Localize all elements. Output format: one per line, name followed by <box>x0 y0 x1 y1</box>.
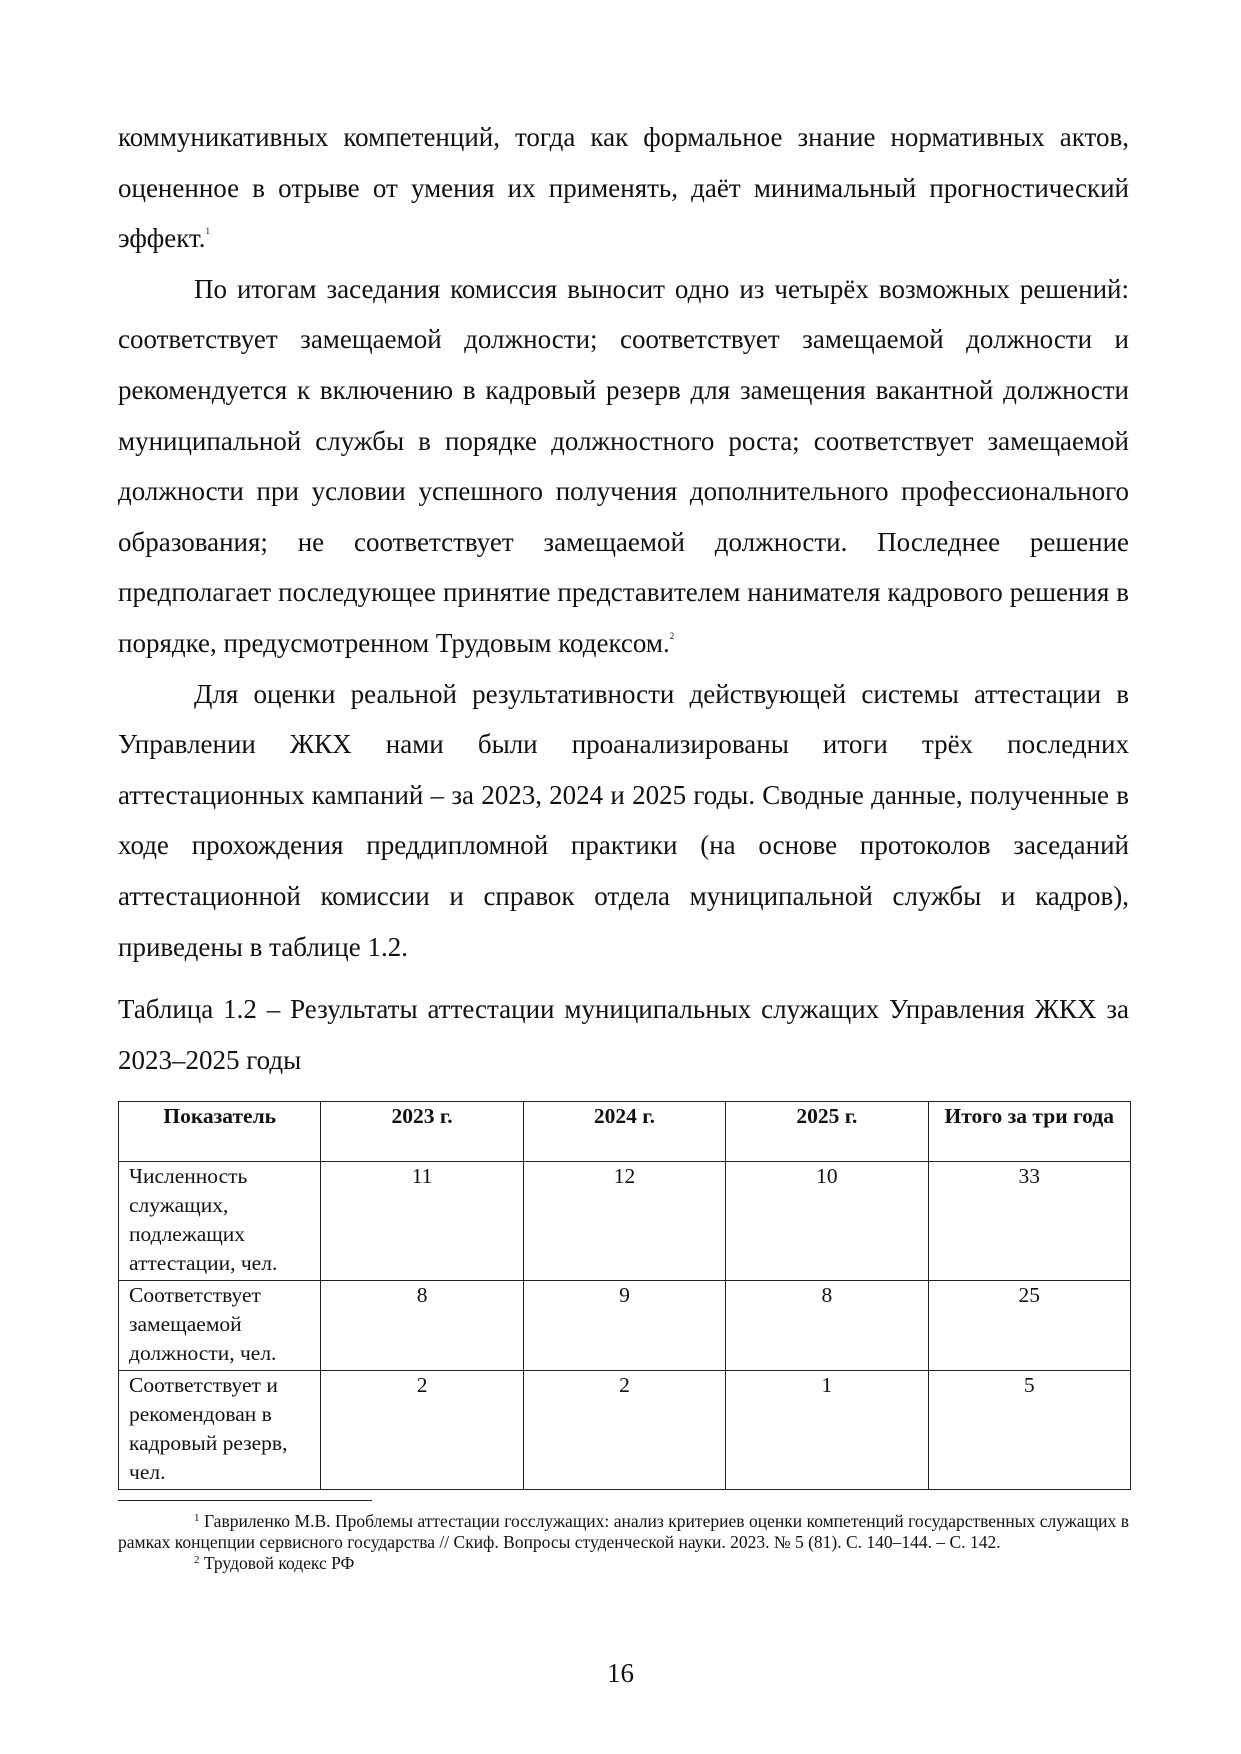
paragraph-text: По итогам заседания комиссия выносит одно из четырёх возможных решений: соответствует замещаемой должности; соответствует замещаемой должности и рекомендуется к включению в кадровый резерв для замещения вакантной должности муниципальной службы в порядке должностного роста; соответствует замещаемой должности при условии успешного получения дополнительного профессионального образования; не соответствует замещаемой должности. Последнее решение предполагает последующее принятие представителем нанимателя кадрового решения в порядке, предусмотренном Трудовым кодексом. <box>118 273 1129 658</box>
page-number: 16 <box>607 1658 634 1688</box>
cell-value: 2 <box>321 1371 523 1490</box>
body-paragraph-2 <box>118 264 1129 669</box>
cell-value: 5 <box>928 1371 1130 1490</box>
cell-value: 11 <box>321 1162 523 1281</box>
footnote-1 <box>118 1511 1129 1553</box>
cell-value: 8 <box>321 1281 523 1371</box>
cell-value: 1 <box>726 1371 928 1490</box>
header-2025: 2025 г. <box>726 1102 928 1162</box>
cell-value: 10 <box>726 1162 928 1281</box>
table-row <box>119 1281 1131 1371</box>
row-label: Численность служащих, подлежащих аттестации, чел. <box>119 1162 321 1281</box>
cell-value: 25 <box>928 1281 1130 1371</box>
footnote-ref-2[interactable]: 2 <box>669 630 675 641</box>
table-caption: Таблица 1.2 – Результаты аттестации муниципальных служащих Управления ЖКХ за 2023–2025 годы <box>118 994 1129 1075</box>
header-2024: 2024 г. <box>523 1102 725 1162</box>
footnote-ref-1[interactable]: 1 <box>205 226 211 237</box>
row-label: Соответствует замещаемой должности, чел. <box>119 1281 321 1371</box>
attestation-results-table <box>118 1101 1131 1490</box>
footnote-text: Трудовой кодекс РФ <box>203 1553 355 1574</box>
body-paragraph-1 <box>118 112 1129 264</box>
paragraph-text: Для оценки реальной результативности действующей системы аттестации в Управлении ЖКХ нами были проанализированы итоги трёх последних аттестационных кампаний – за 2023, 2024 и 2025 годы. Сводные данные, полученные в ходе прохождения преддипломной практики (на основе протоколов заседаний аттестационной комиссии и справок отдела муниципальной службы и кадров), приведены в таблице 1.2. <box>118 678 1129 962</box>
footnote-text: Гавриленко М.В. Проблемы аттестации госслужащих: анализ критериев оценки компетенций государственных служащих в рамках концепции сервисного государства // Скиф. Вопросы студенческой науки. 2023. № 5 (81). С. 140–144. – С. 142. <box>118 1511 1130 1553</box>
page-body <box>118 112 1129 1574</box>
footnote-2 <box>118 1553 1129 1574</box>
header-total: Итого за три года <box>928 1102 1130 1162</box>
row-label: Соответствует и рекомендован в кадровый резерв, чел. <box>119 1371 321 1490</box>
footnote-separator <box>118 1500 372 1501</box>
header-2023: 2023 г. <box>321 1102 523 1162</box>
header-indicator: Показатель <box>119 1102 321 1162</box>
table-header-row <box>119 1102 1131 1162</box>
cell-value: 8 <box>726 1281 928 1371</box>
cell-value: 33 <box>928 1162 1130 1281</box>
paragraph-text: коммуникативных компетенций, тогда как формальное знание нормативных актов, оцененное в отрыве от умения их применять, даёт минимальный прогностический эффект. <box>118 122 1129 254</box>
footnote-mark-2: 2 <box>194 1554 200 1567</box>
table-row <box>119 1371 1131 1490</box>
footnote-mark-1: 1 <box>194 1512 200 1525</box>
table-row <box>119 1162 1131 1281</box>
cell-value: 12 <box>523 1162 725 1281</box>
cell-value: 9 <box>523 1281 725 1371</box>
cell-value: 2 <box>523 1371 725 1490</box>
body-paragraph-3 <box>118 669 1129 973</box>
